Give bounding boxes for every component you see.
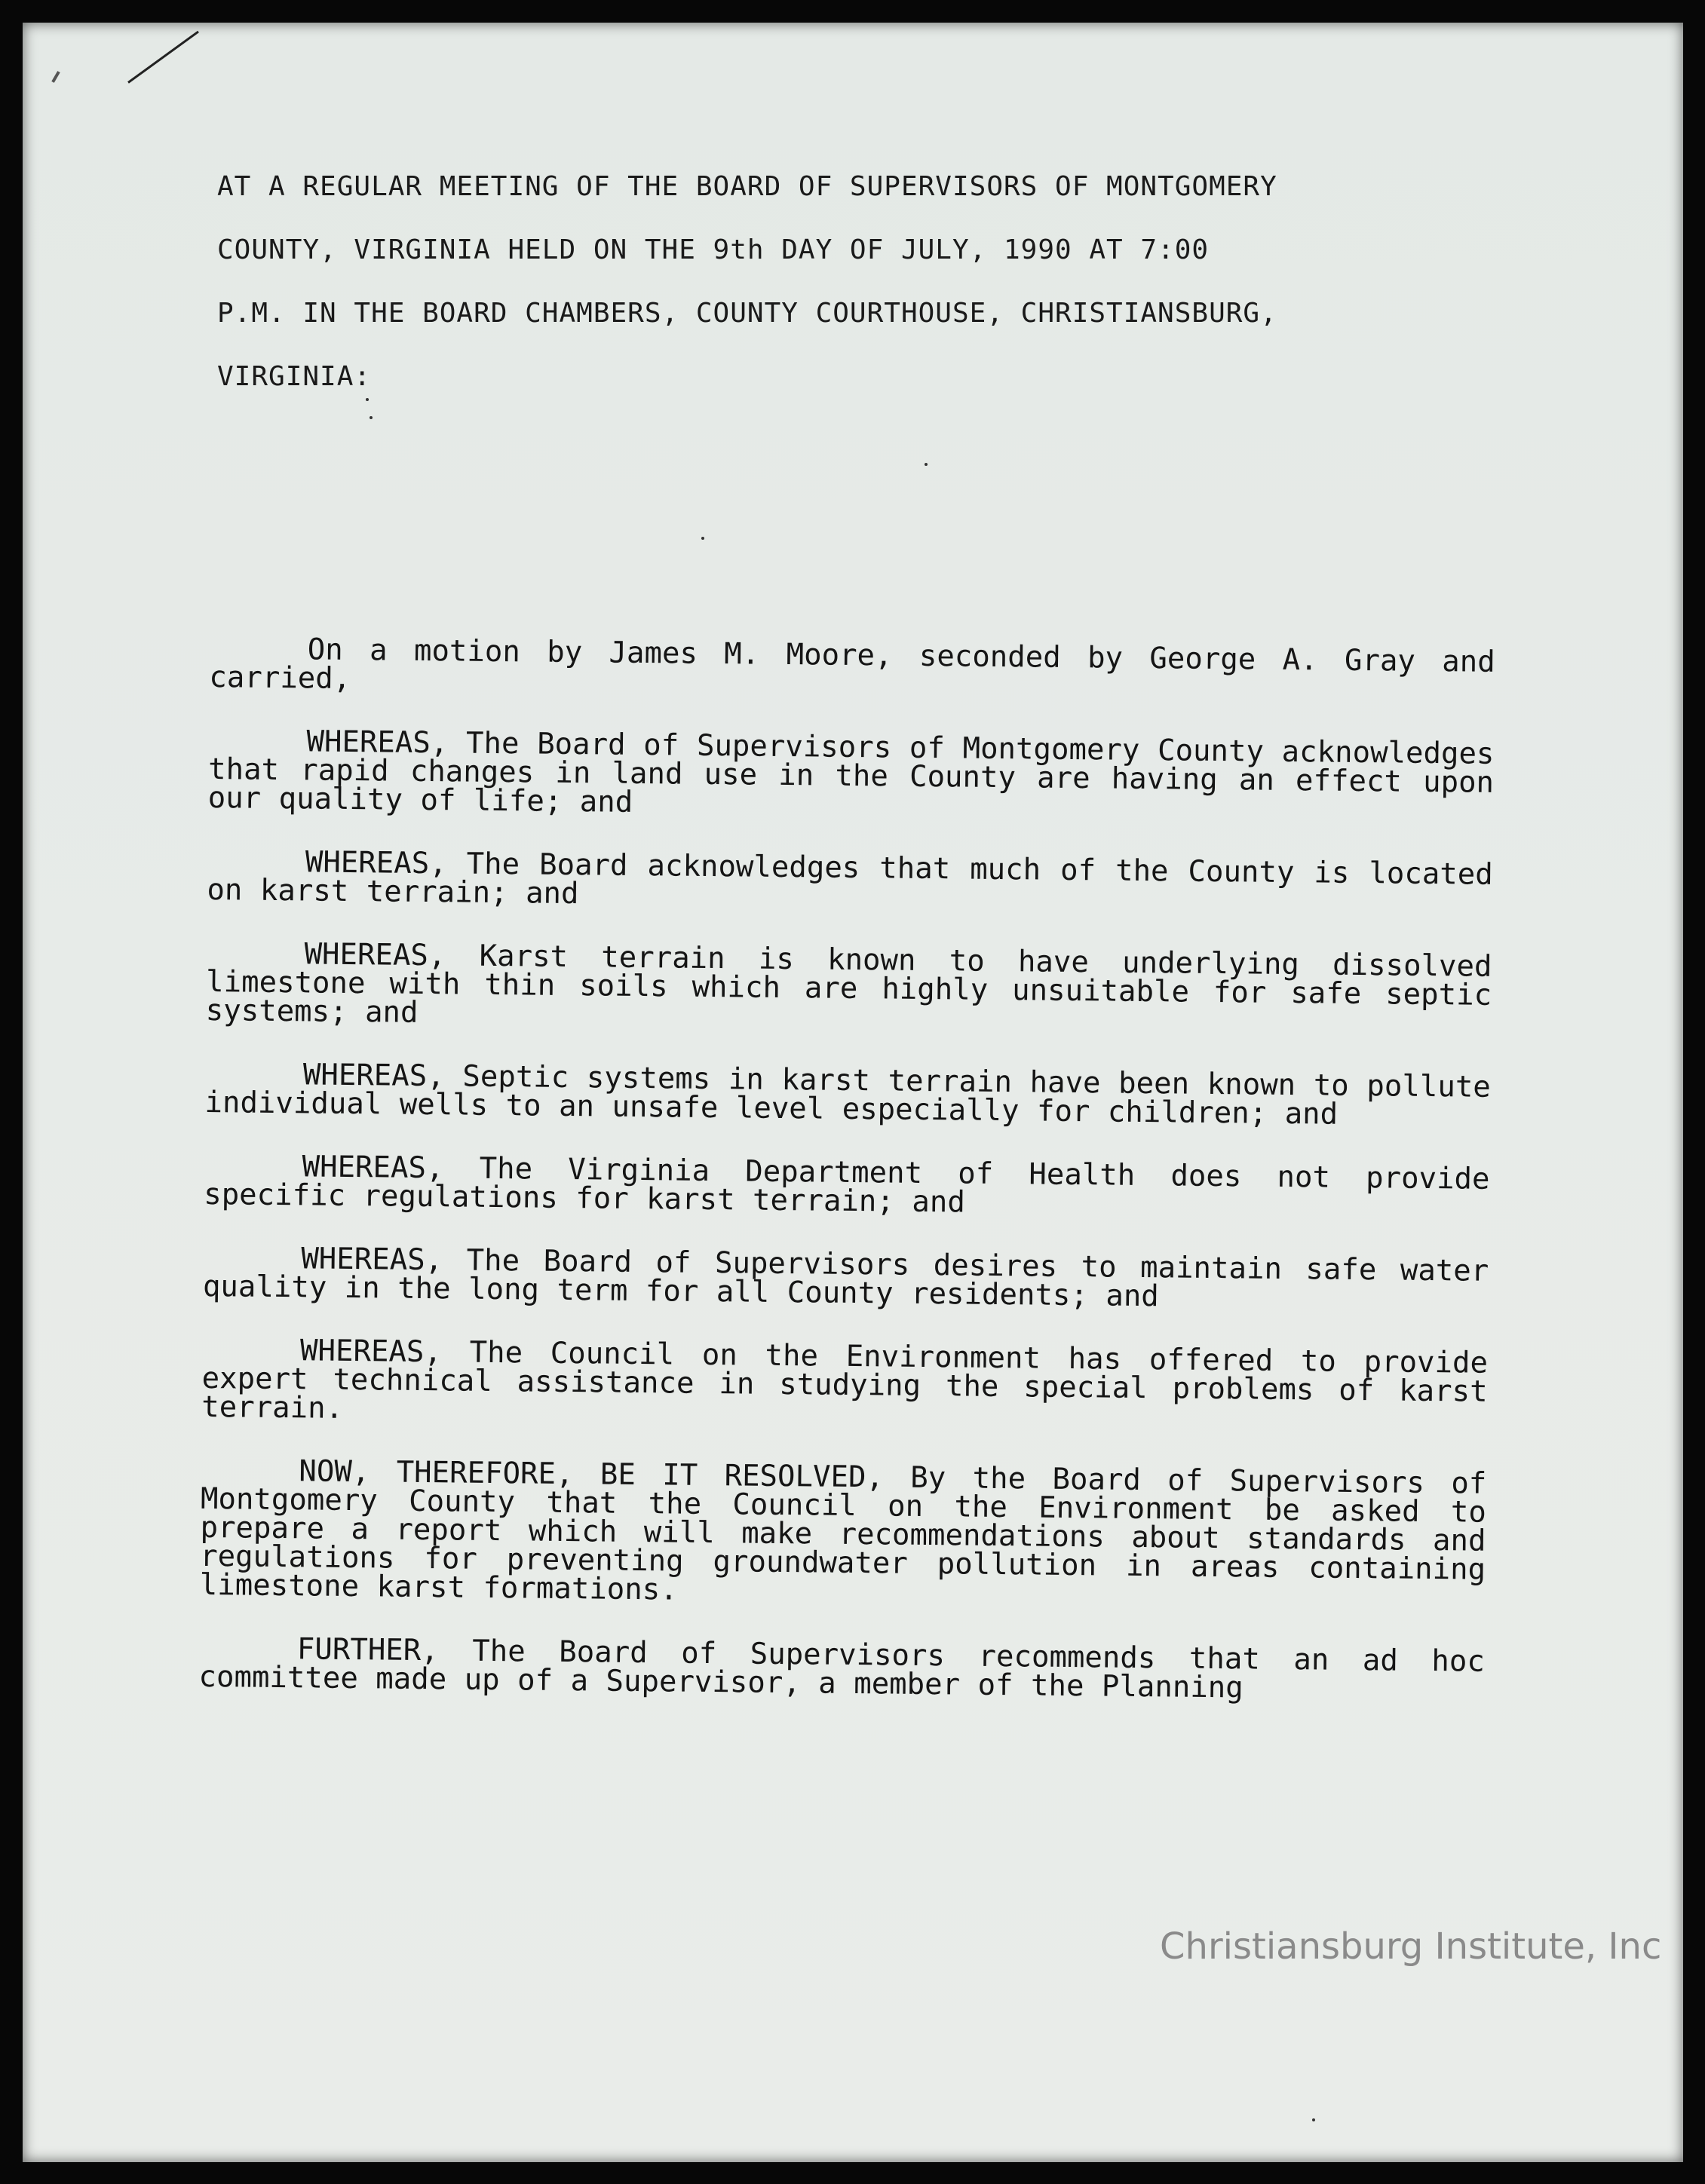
whereas-paragraph: WHEREAS, The Board of Supervisors desires to maintain safe water quality in the long term for all County residents; and	[202, 1242, 1489, 1314]
paper-speck	[925, 463, 928, 466]
whereas-paragraph: WHEREAS, Karst terrain is known to have underlying dissolved limestone with thin soils which are highly unsuitable for safe septic systems; and	[205, 937, 1492, 1030]
whereas-paragraph: WHEREAS, The Board acknowledges that much of the County is located on karst terrain; and	[207, 845, 1493, 911]
whereas-paragraph: WHEREAS, The Virginia Department of Health does not provide specific regulations for karst terrain; and	[203, 1150, 1490, 1220]
pen-stroke-mark	[127, 31, 199, 84]
whereas-paragraph: WHEREAS, The Board of Supervisors of Montgomery County acknowledges that rapid changes in land use in the County are having an effect upon our quality of life; and	[207, 724, 1495, 819]
motion-paragraph: On a motion by James M. Moore, seconded by George A. Gray and carried,	[209, 633, 1495, 696]
institution-watermark: Christiansburg Institute, Inc	[1160, 1925, 1662, 1968]
header-line: P.M. IN THE BOARD CHAMBERS, COUNTY COURTHOUSE, CHRISTIANSBURG,	[217, 298, 1277, 329]
header-line: COUNTY, VIRGINIA HELD ON THE 9th DAY OF JULY, 1990 AT 7:00	[217, 234, 1210, 265]
paper-speck	[1312, 2118, 1315, 2121]
paper-speck	[370, 416, 373, 419]
resolved-paragraph: NOW, THEREFORE, BE IT RESOLVED, By the Board of Supervisors of Montgomery County that the Council on the Environment be asked to prepare a report which will make recommendations about standards and regulations for preventing groundwater pollution in areas containing limestone karst formations.	[199, 1454, 1487, 1607]
resolution-body	[198, 635, 1495, 1740]
paper-speck	[701, 537, 704, 540]
further-paragraph: FURTHER, The Board of Supervisors recommends that an ad hoc committee made up of a Supervisor, a member of the Planning	[198, 1632, 1486, 1705]
paper-speck	[366, 398, 369, 401]
meeting-header	[217, 170, 1454, 424]
header-line: VIRGINIA:	[217, 361, 372, 392]
header-line: AT A REGULAR MEETING OF THE BOARD OF SUPERVISORS OF MONTGOMERY	[217, 171, 1277, 202]
whereas-paragraph: WHEREAS, The Council on the Environment has offered to provide expert technical assistance in studying the special problems of karst terrain.	[201, 1334, 1489, 1426]
corner-ink-mark	[51, 71, 60, 83]
document-page	[23, 23, 1683, 2162]
whereas-paragraph: WHEREAS, Septic systems in karst terrain have been known to pollute individual wells to an unsafe level especially for children; and	[204, 1058, 1492, 1132]
